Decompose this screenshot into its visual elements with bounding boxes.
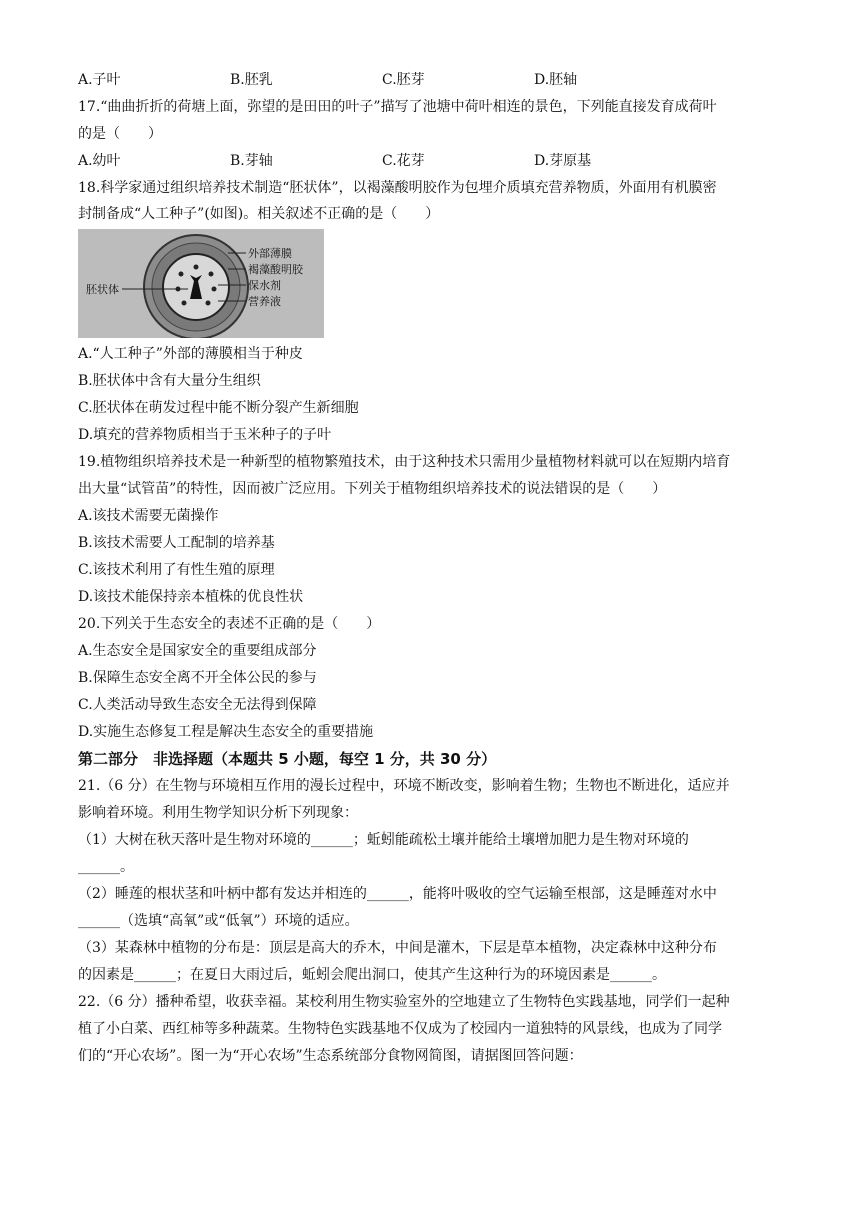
q16-option-c: C.胚芽 — [382, 72, 425, 88]
q19-option-a: A.该技术需要无菌操作 — [78, 508, 219, 524]
q17-option-d: D.芽原基 — [534, 153, 592, 169]
q22-stem-line2: 植了小白菜、西红柿等多种蔬菜。生物特色实践基地不仅成为了校园内一道独特的风景线，也成为了同学 — [78, 1021, 722, 1037]
q16-option-d: D.胚轴 — [534, 72, 578, 88]
q20-option-d: D.实施生态修复工程是解决生态安全的重要措施 — [78, 724, 374, 740]
q21-part3-line1: （3）某森林中植物的分布是：顶层是高大的乔木，中间是灌木，下层是草本植物，决定森林中这种分布 — [78, 940, 717, 956]
q21-stem-line1: 21.（6 分）在生物与环境相互作用的漫长过程中，环境不断改变，影响着生物；生物也不断进化，适应并 — [78, 778, 730, 794]
q21-part3-line2: 的因素是______；在夏日大雨过后，蚯蚓会爬出洞口，使其产生这种行为的环境因素是______。 — [78, 967, 666, 983]
outer-film-label: 外部薄膜 — [248, 247, 292, 260]
artificial-seed-diagram — [78, 229, 324, 338]
q18-stem-line2: 封制备成“人工种子”(如图)。相关叙述不正确的是（ ） — [78, 206, 440, 222]
q19-option-c: C.该技术利用了有性生殖的原理 — [78, 562, 275, 578]
q20-stem: 20.下列关于生态安全的表述不正确的是（ ） — [78, 616, 381, 632]
embryoid-label: 胚状体 — [86, 283, 119, 296]
q17-option-a: A.幼叶 — [78, 153, 121, 169]
q19-stem-line2: 出大量“试管苗”的特性，因而被广泛应用。下列关于植物组织培养技术的说法错误的是（ ） — [78, 481, 667, 497]
q17-stem-line1: 17.“曲曲折折的荷塘上面，弥望的是田田的叶子”描写了池塘中荷叶相连的景色，下列能直接发育成荷叶 — [78, 99, 717, 115]
q20-option-b: B.保障生态安全离不开全体公民的参与 — [78, 670, 317, 686]
q21-part1-line2: ______。 — [78, 859, 134, 875]
q17-stem-line2: 的是（ ） — [78, 126, 162, 142]
q17-option-b: B.芽轴 — [230, 153, 273, 169]
alginate-label: 褐藻酸明胶 — [248, 263, 303, 276]
q19-option-d: D.该技术能保持亲本植株的优良性状 — [78, 589, 304, 605]
q22-stem-line3: 们的“开心农场”。图一为“开心农场”生态系统部分食物网简图，请据图回答问题： — [78, 1048, 583, 1064]
q18-option-d: D.填充的营养物质相当于玉米种子的子叶 — [78, 427, 332, 443]
artificial-seed-figure — [78, 229, 324, 338]
q20-option-c: C.人类活动导致生态安全无法得到保障 — [78, 697, 317, 713]
q16-option-b: B.胚乳 — [230, 72, 273, 88]
q22-stem-line1: 22.（6 分）播种希望，收获幸福。某校利用生物实验室外的空地建立了生物特色实践基地，同学们一起种 — [78, 994, 730, 1010]
q17-option-c: C.花芽 — [382, 153, 425, 169]
nutrient-label: 营养液 — [248, 295, 281, 308]
q19-option-b: B.该技术需要人工配制的培养基 — [78, 535, 275, 551]
q21-part2-line1: （2）睡莲的根状茎和叶柄中都有发达并相连的______，能将叶吸收的空气运输至根部，这是睡莲对水中 — [78, 886, 717, 902]
q18-option-a: A.“人工种子”外部的薄膜相当于种皮 — [78, 346, 303, 362]
q19-stem-line1: 19.植物组织培养技术是一种新型的植物繁殖技术，由于这种技术只需用少量植物材料就可以在短期内培育 — [78, 454, 731, 470]
q21-part1-line1: （1）大树在秋天落叶是生物对环境的______；蚯蚓能疏松土壤并能给土壤增加肥力是生物对环境的 — [78, 832, 689, 848]
q16-option-a: A.子叶 — [78, 72, 121, 88]
section2-title: 第二部分 非选择题（本题共 5 小题，每空 1 分，共 30 分） — [78, 750, 497, 768]
q18-option-c: C.胚状体在萌发过程中能不断分裂产生新细胞 — [78, 400, 359, 416]
q21-stem-line2: 影响着环境。利用生物学知识分析下列现象： — [78, 805, 358, 821]
q20-option-a: A.生态安全是国家安全的重要组成部分 — [78, 643, 317, 659]
q18-stem-line1: 18.科学家通过组织培养技术制造“胚状体”，以褐藻酸明胶作为包埋介质填充营养物质，外面用有机膜密 — [78, 180, 717, 196]
q21-part2-line2: ______（选填“高氧”或“低氧”）环境的适应。 — [78, 913, 359, 929]
q18-option-b: B.胚状体中含有大量分生组织 — [78, 373, 261, 389]
water-retainer-label: 保水剂 — [248, 279, 281, 292]
